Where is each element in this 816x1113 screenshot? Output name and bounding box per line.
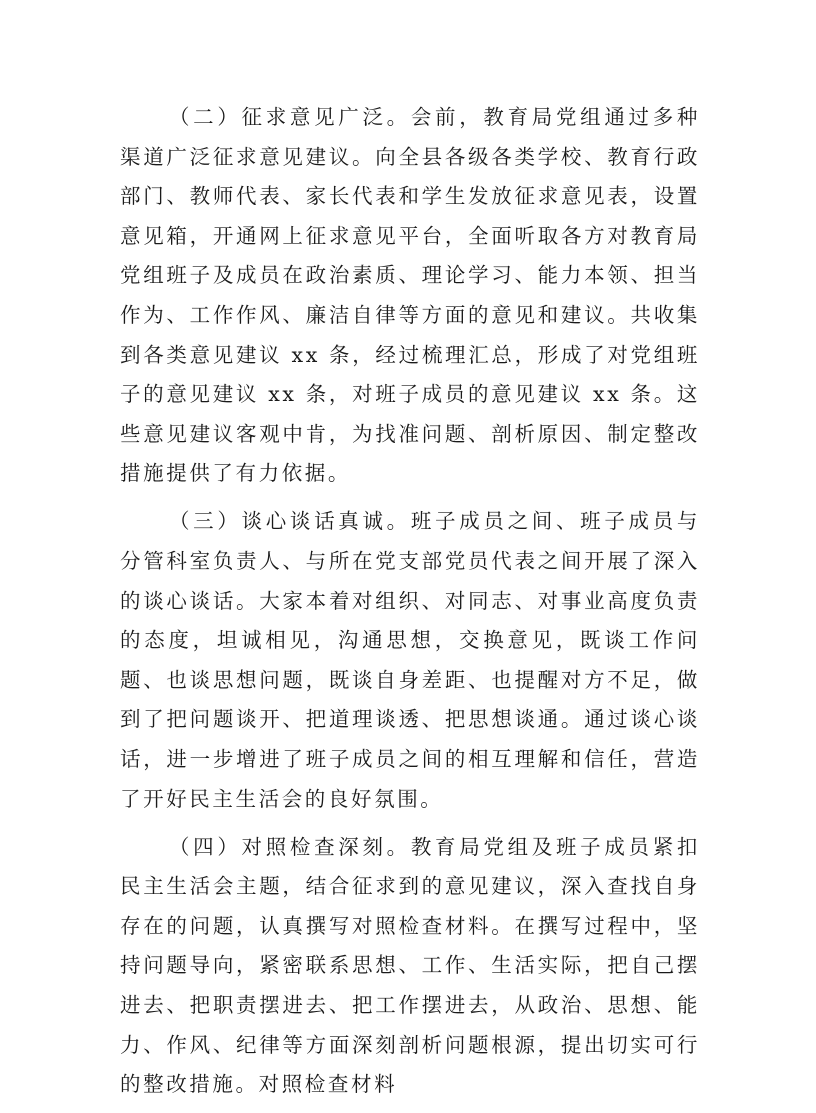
paragraph-solicit-opinions: （二）征求意见广泛。会前，教育局党组通过多种渠道广泛征求意见建议。向全县各级各类学校、教育行政部门、教师代表、家长代表和学生发放征求意见表，设置意见箱，开通网上征求意见平台，全面听取各方对教育局党组班子及成员在政治素质、理论学习、能力本领、担当作为、工作作风、廉洁自律等方面的意见和建议。共收集到各类意见建议 xx 条，经过梳理汇总，形成了对党组班子的意见建议 xx 条，对班子成员的意见建议 xx 条。这些意见建议客观中肯，为找准问题、剖析原因、制定整改措施提供了有力依据。 [120, 105, 700, 486]
paragraph-self-examination: （四）对照检查深刻。教育局党组及班子成员紧扣民主生活会主题，结合征求到的意见建议，深入查找自身存在的问题，认真撰写对照检查材料。在撰写过程中，坚持问题导向，紧密联系思想、工作、生活实际，把自己摆进去、把职责摆进去、把工作摆进去，从政治、思想、能力、作风、纪律等方面深刻剖析问题根源，提出切实可行的整改措施。对照检查材料 [120, 834, 700, 1097]
document-body [120, 98, 700, 1113]
paragraph-heart-to-heart-talks: （三）谈心谈话真诚。班子成员之间、班子成员与分管科室负责人、与所在党支部党员代表之间开展了深入的谈心谈话。大家本着对组织、对同志、对事业高度负责的态度，坦诚相见，沟通思想，交换意见，既谈工作问题、也谈思想问题，既谈自身差距、也提醒对方不足，做到了把问题谈开、把道理谈透、把思想谈通。通过谈心谈话，进一步增进了班子成员之间的相互理解和信任，营造了开好民主生活会的良好氛围。 [120, 509, 700, 811]
